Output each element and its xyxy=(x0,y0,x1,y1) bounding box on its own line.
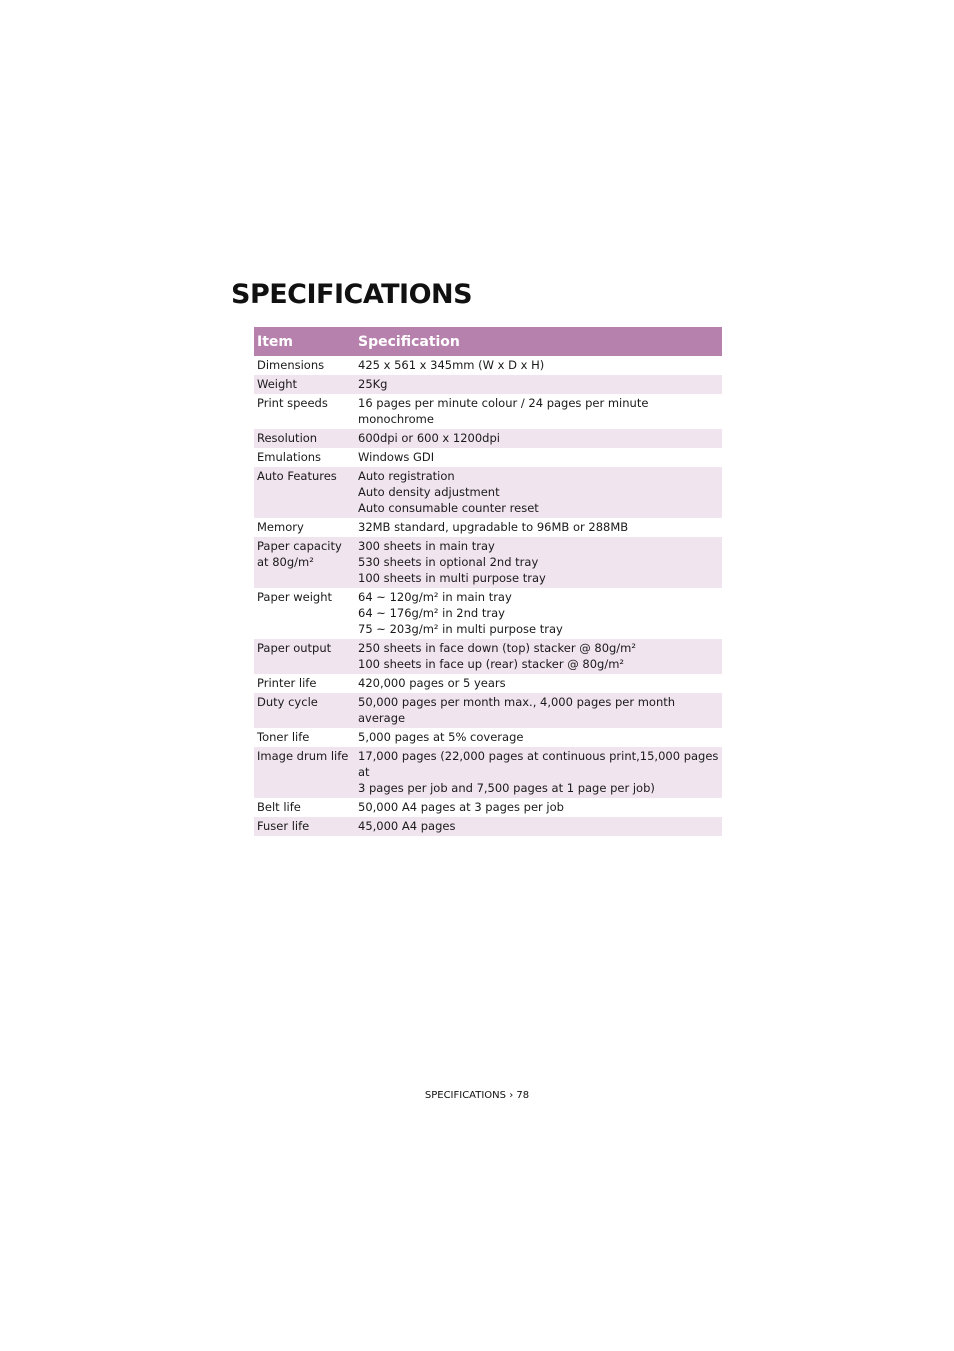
table-body xyxy=(254,356,722,836)
specification-cell xyxy=(355,356,722,375)
specification-value: 3 pages per job and 7,500 pages at 1 page per job) xyxy=(358,781,655,795)
item-cell xyxy=(254,728,355,747)
item-label: at 80g/m² xyxy=(257,555,314,569)
specification-cell xyxy=(355,798,722,817)
specification-cell xyxy=(355,639,722,674)
item-cell xyxy=(254,674,355,693)
column-header-item: Item xyxy=(254,327,355,356)
specification-value: Auto density adjustment xyxy=(358,485,500,499)
specification-cell xyxy=(355,728,722,747)
item-cell xyxy=(254,537,355,588)
specification-cell xyxy=(355,588,722,639)
column-header-specification: Specification xyxy=(355,327,722,356)
specification-value: 45,000 A4 pages xyxy=(358,819,456,833)
item-label: Image drum life xyxy=(257,749,349,763)
table-header-row xyxy=(254,327,722,356)
specification-value: 17,000 pages (22,000 pages at continuous print,15,000 pages at xyxy=(358,749,723,779)
item-cell xyxy=(254,798,355,817)
item-label: Paper capacity xyxy=(257,539,342,553)
item-cell xyxy=(254,429,355,448)
specifications-table xyxy=(254,327,722,836)
item-label: Auto Features xyxy=(257,469,337,483)
specification-value: 64 ~ 176g/m² in 2nd tray xyxy=(358,606,505,620)
table-row xyxy=(254,817,722,836)
specification-value: 5,000 pages at 5% coverage xyxy=(358,730,524,744)
specification-cell xyxy=(355,693,722,728)
specification-value: Windows GDI xyxy=(358,450,435,464)
page-title: SPECIFICATIONS xyxy=(231,279,473,310)
specification-cell xyxy=(355,747,722,798)
table-row xyxy=(254,639,722,674)
specification-cell xyxy=(355,448,722,467)
specification-value: 100 sheets in face up (rear) stacker @ 80g/m² xyxy=(358,657,625,671)
item-cell xyxy=(254,817,355,836)
specification-value: 420,000 pages or 5 years xyxy=(358,676,506,690)
footer-page-number: 78 xyxy=(516,1090,530,1101)
table-row xyxy=(254,693,722,728)
specification-cell xyxy=(355,537,722,588)
item-cell xyxy=(254,356,355,375)
table-row xyxy=(254,747,722,798)
table-row xyxy=(254,537,722,588)
page-footer xyxy=(0,1090,954,1101)
table-row xyxy=(254,588,722,639)
item-label: Printer life xyxy=(257,676,317,690)
specification-value: 100 sheets in multi purpose tray xyxy=(358,571,546,585)
table-row xyxy=(254,518,722,537)
item-cell xyxy=(254,448,355,467)
specification-value: 425 x 561 x 345mm (W x D x H) xyxy=(358,358,545,372)
table-row xyxy=(254,467,722,518)
footer-section: SPECIFICATIONS xyxy=(424,1090,507,1101)
specification-value: 16 pages per minute colour / 24 pages per minute monochrome xyxy=(358,396,653,426)
item-label: Dimensions xyxy=(257,358,325,372)
specification-value: 75 ~ 203g/m² in multi purpose tray xyxy=(358,622,563,636)
item-label: Belt life xyxy=(257,800,301,814)
item-cell xyxy=(254,747,355,798)
item-label: Toner life xyxy=(257,730,310,744)
item-cell xyxy=(254,375,355,394)
item-label: Memory xyxy=(257,520,304,534)
item-label: Print speeds xyxy=(257,396,328,410)
item-cell xyxy=(254,639,355,674)
item-cell xyxy=(254,693,355,728)
item-label: Duty cycle xyxy=(257,695,318,709)
item-label: Fuser life xyxy=(257,819,310,833)
item-cell xyxy=(254,394,355,429)
item-cell xyxy=(254,518,355,537)
specification-cell xyxy=(355,817,722,836)
item-label: Paper output xyxy=(257,641,332,655)
specification-value: 250 sheets in face down (top) stacker @ 80g/m² xyxy=(358,641,636,655)
specification-value: Auto consumable counter reset xyxy=(358,501,539,515)
specification-value: 64 ~ 120g/m² in main tray xyxy=(358,590,512,604)
specification-value: 530 sheets in optional 2nd tray xyxy=(358,555,539,569)
specification-value: 600dpi or 600 x 1200dpi xyxy=(358,431,500,445)
specification-value: 300 sheets in main tray xyxy=(358,539,495,553)
specification-value: 50,000 pages per month max., 4,000 pages per month average xyxy=(358,695,679,725)
table-row xyxy=(254,798,722,817)
table-row xyxy=(254,448,722,467)
specification-value: 32MB standard, upgradable to 96MB or 288MB xyxy=(358,520,629,534)
specification-cell xyxy=(355,518,722,537)
item-label: Resolution xyxy=(257,431,318,445)
item-label: Emulations xyxy=(257,450,322,464)
specification-value: Auto registration xyxy=(358,469,455,483)
footer-separator: › xyxy=(509,1090,514,1101)
item-cell xyxy=(254,588,355,639)
table-row xyxy=(254,394,722,429)
specification-cell xyxy=(355,375,722,394)
item-label: Weight xyxy=(257,377,298,391)
table-row xyxy=(254,375,722,394)
specification-cell xyxy=(355,467,722,518)
item-cell xyxy=(254,467,355,518)
table-row xyxy=(254,429,722,448)
specification-cell xyxy=(355,394,722,429)
item-label: Paper weight xyxy=(257,590,332,604)
table-row xyxy=(254,728,722,747)
specification-cell xyxy=(355,674,722,693)
specification-value: 25Kg xyxy=(358,377,388,391)
specification-cell xyxy=(355,429,722,448)
table-row xyxy=(254,356,722,375)
table-row xyxy=(254,674,722,693)
specification-value: 50,000 A4 pages at 3 pages per job xyxy=(358,800,564,814)
